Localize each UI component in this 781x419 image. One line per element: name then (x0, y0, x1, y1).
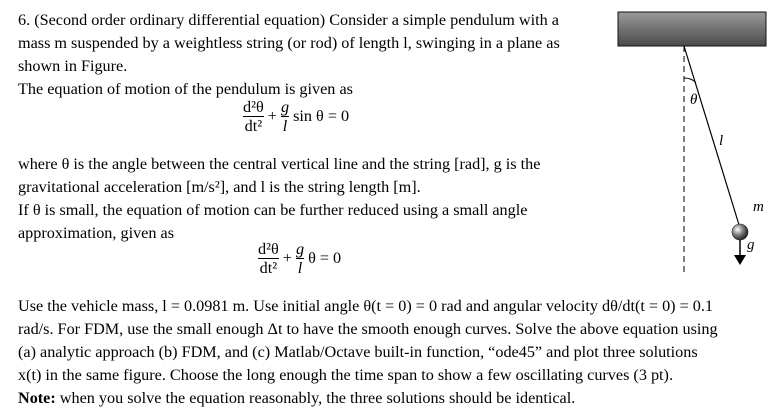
problem-line-3: shown in Figure. (18, 57, 128, 75)
pendulum-bob (732, 224, 748, 240)
eq2-rest: θ = 0 (308, 249, 342, 267)
problem-line-8: approximation, given as (18, 224, 174, 242)
eq1-denominator: dt² (244, 117, 263, 135)
ceiling-support (618, 12, 766, 46)
eq2-g: g (295, 240, 305, 258)
problem-line-10: rad/s. For FDM, use the small enough Δt to have the smooth enough curves. Solve the above equation using (18, 320, 718, 338)
eq1-rest: sin θ = 0 (293, 107, 350, 125)
length-label: l (719, 133, 724, 149)
eq1-numerator: d²θ (243, 98, 264, 116)
note-label: Note: (18, 389, 56, 407)
problem-line-2: mass m suspended by a weightless string (or rod) of length l, swinging in a plane as (18, 34, 560, 52)
problem-line-11: (a) analytic approach (b) FDM, and (c) Matlab/Octave built-in function, “ode45” and plot three solutions (18, 343, 698, 361)
problem-line-1: 6. (Second order ordinary differential equation) Consider a simple pendulum with a (18, 11, 559, 29)
problem-line-9: Use the vehicle mass, l = 0.0981 m. Use initial angle θ(t = 0) = 0 rad and angular velocity dθ/dt(t = 0) = 0.1 (18, 297, 714, 315)
note-text: when you solve the equation reasonably, the three solutions should be identical. (55, 389, 576, 407)
equation-pendulum (243, 98, 349, 135)
problem-line-12: x(t) in the same figure. Choose the long enough the time span to show a few oscillating curves (3 pt). (18, 366, 673, 384)
pendulum-figure (610, 0, 781, 300)
pendulum-string (684, 46, 740, 228)
eq1-plus: + (267, 107, 277, 125)
problem-line-5: where θ is the angle between the central vertical line and the string [rad], g is the (18, 155, 541, 173)
gravity-arrow-head (734, 255, 746, 265)
second-derivative-fraction (243, 98, 264, 135)
problem-line-4: The equation of motion of the pendulum is given as (18, 80, 353, 98)
eq2-l: l (297, 259, 303, 277)
problem-line-6: gravitational acceleration [m/s²], and l is the string length [m]. (18, 178, 421, 196)
note-line (18, 388, 575, 408)
eq2-numerator: d²θ (258, 240, 279, 258)
eq1-l: l (282, 117, 288, 135)
eq2-denominator: dt² (259, 259, 278, 277)
eq2-plus: + (282, 249, 292, 267)
mass-label: m (753, 199, 764, 215)
second-derivative-fraction (258, 240, 279, 277)
g-over-l-fraction (281, 98, 289, 135)
eq1-g: g (280, 98, 290, 116)
problem-line-7: If θ is small, the equation of motion can be further reduced using a small angle (18, 201, 528, 219)
g-over-l-fraction (296, 240, 304, 277)
theta-label: θ (690, 92, 698, 108)
equation-small-angle (258, 240, 341, 277)
gravity-label: g (747, 237, 755, 253)
